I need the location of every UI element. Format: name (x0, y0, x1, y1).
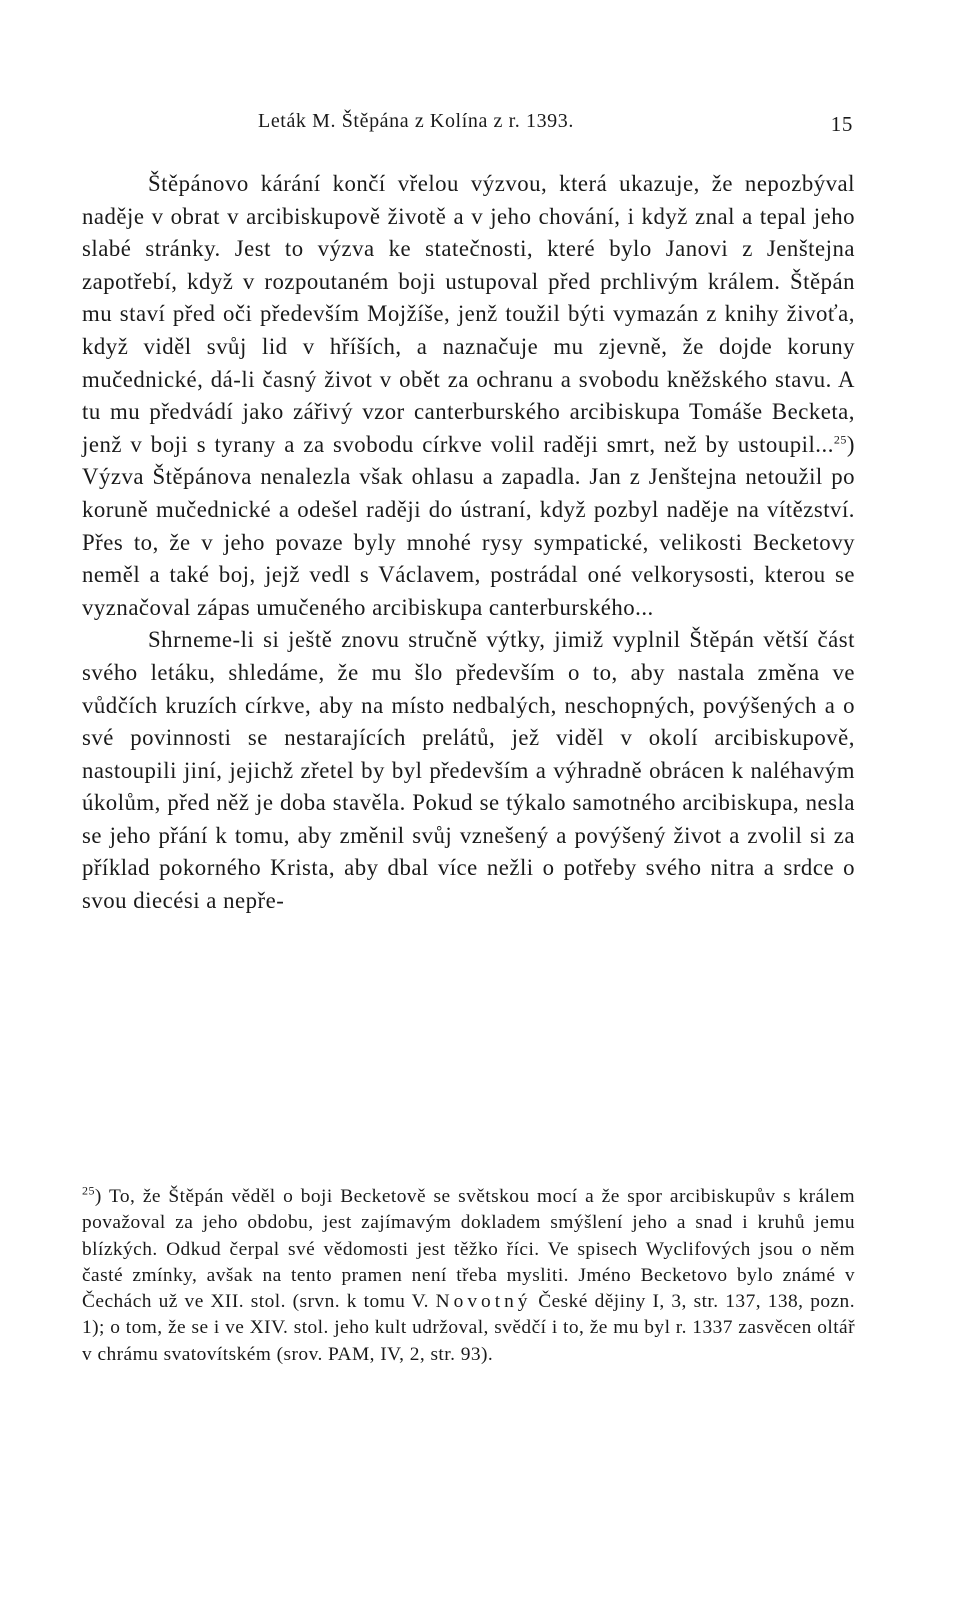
running-header (258, 110, 853, 136)
footnote-25 (82, 1184, 855, 1368)
paragraph-2-text: Shrneme-li si ještě znovu stručně výtky, jimiž vyplnil Štěpán větší část svého letáku, shledáme, že mu šlo především o to, aby nastala změna ve vůdčích kruzích církve, aby na místo nedbalých, neschopných, povýšených a o své povinnosti se nestarajících prelátů, jež viděl v okolí arcibiskupově, nastoupili jiní, jejichž zřetel by byl především a výhradně obrácen k naléhavým úkolům, před něž je doba stavěla. Pokud se týkalo samotného arcibiskupa, nesla se jeho přání k tomu, aby změnil svůj vznešený a povýšený život a zvolil si za příklad pokorného Krista, aby dbal více nežli o potřeby svého nitra a srdce o svou diecési a nepře- (82, 627, 855, 914)
paragraph-2 (82, 624, 855, 917)
footnote-mark: 25 (82, 1183, 95, 1198)
paragraph-1-text: Štěpánovo kárání končí vřelou výzvou, která ukazuje, že nepozbýval naděje v obrat v arcibiskupově životě a v jeho chování, i když znal a tepal jeho slabé stránky. Jest to výzva ke statečnosti, které bylo Janovi z Jenštejna zapotřebí, když v rozpoutaném boji ustupoval před prchlivým králem. Štěpán mu staví před oči především Mojžíše, jenž toužil býti vymazán z knihy živoťa, když viděl svůj lid v hříších, a naznačuje mu zjevně, že dojde koruny mučednické, dá-li časný život v obět za ochranu a svobodu kněžského stavu. A tu mu předvádí jako zářivý vzor canterburského arcibiskupa Tomáše Becketa, jenž v boji s tyrany a za svobodu církve volil raději smrt, než by ustoupil... (82, 171, 855, 457)
page-number: 15 (830, 112, 853, 136)
paragraph-1-tail: ) Výzva Štěpánova nenalezla však ohlasu a zapadla. Jan z Jenštejna netoužil po koruně mučednické a odešel raději do ústraní, když pozbyl naděje na vítězství. Přes to, že v jeho povaze byly mnohé rysy sympatické, velikosti Becketovy neměl a také boj, jejž vedl s Václavem, postrádal oné velkorysosti, kterou se vyznačoval zápas umučeného arcibiskupa canterburského... (82, 431, 855, 620)
footnote-reference-number: 25 (833, 432, 847, 447)
main-text (82, 168, 855, 918)
footnote-reference-25 (834, 432, 847, 457)
footnote-author: Novotný (435, 1291, 532, 1313)
running-title: Leták M. Štěpána z Kolína z r. 1393. (258, 110, 574, 132)
footnote-text-a: ) To, že Štěpán věděl o boji Becketově se světskou mocí a že spor arcibiskupův s králem považoval za jeho obdobu, jest zajímavým dokladem smýšlení jeho a snad i kruhů jemu blízkých. Odkud čerpal své vědomosti jest těžko říci. Ve spisech Wyclifových jsou o něm časté zmínky, avšak na tento pramen není třeba mysliti. Jméno Becketovo bylo známé v Čechách už ve XII. stol. (srvn. k tomu V. (82, 1186, 855, 1313)
paragraph-1 (82, 168, 855, 624)
footnote-text-b: České dějiny I, 3, str. 137, 138, pozn. 1); o tom, že se i ve XIV. stol. jeho kult udržoval, svědčí i to, že mu byl r. 1337 zasvěcen oltář v chrámu svatovítském (srov. PAM, IV, 2, str. 93). (82, 1291, 855, 1365)
